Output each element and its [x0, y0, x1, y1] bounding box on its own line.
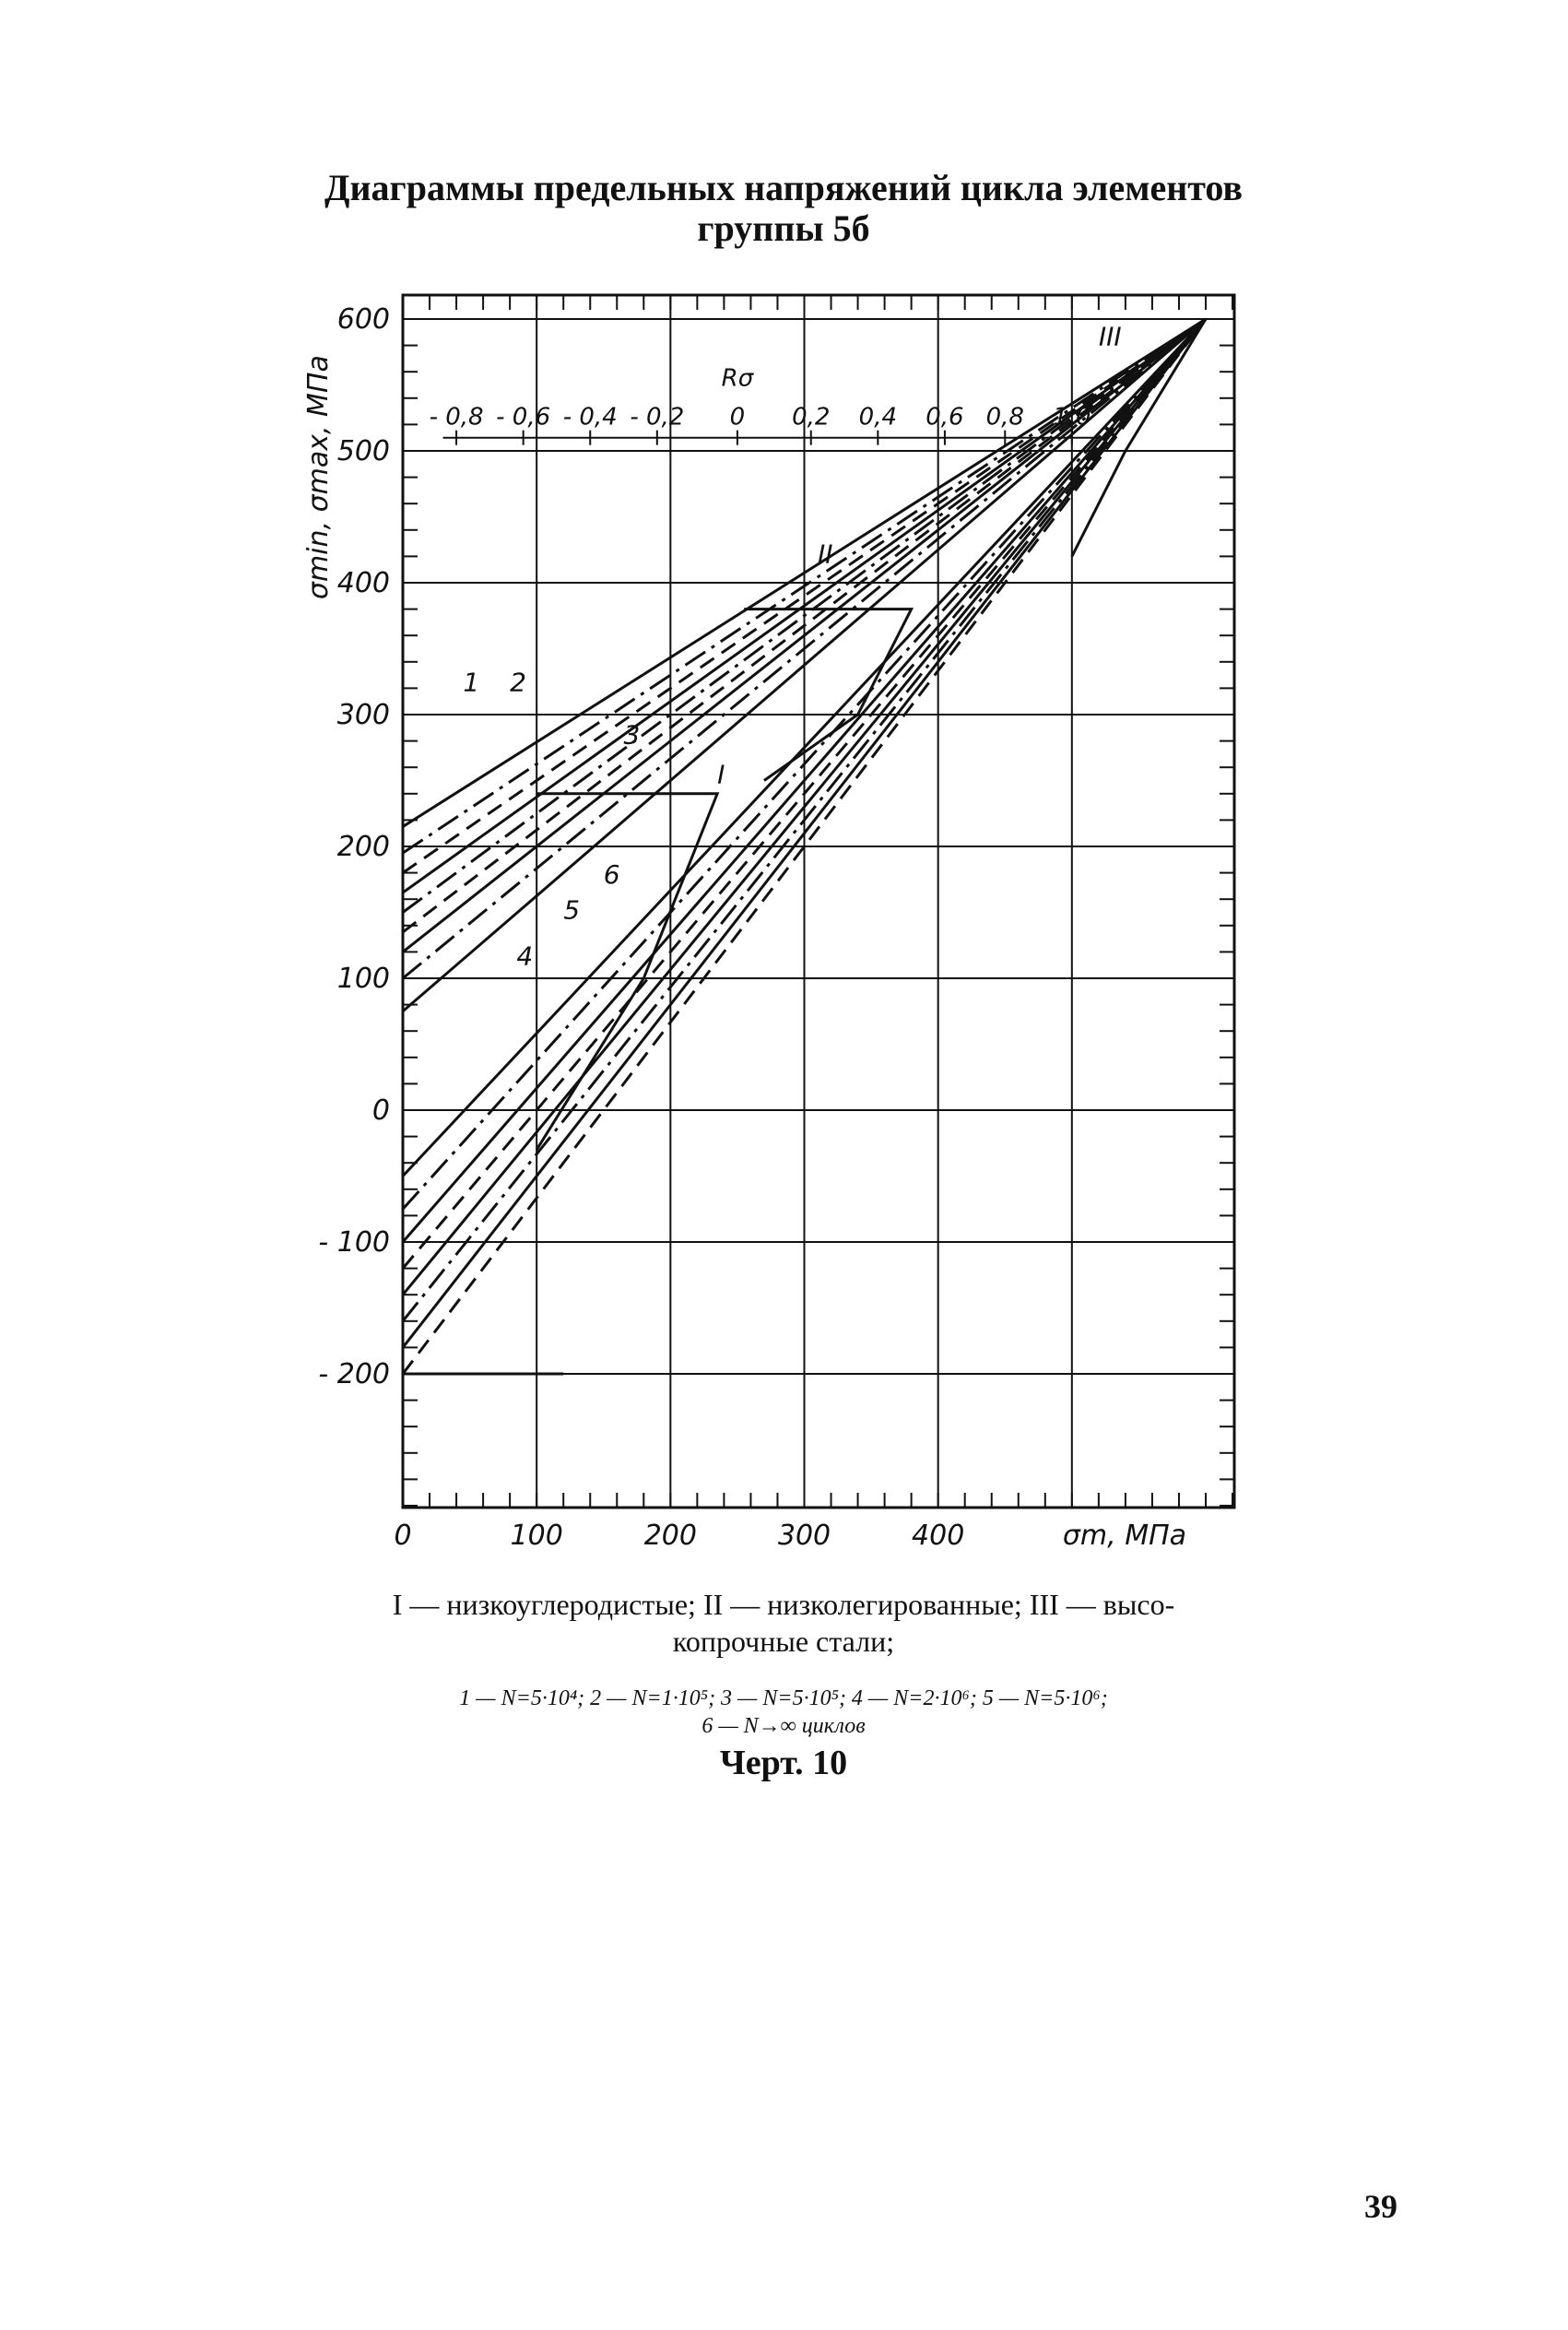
- curve-label: 3: [623, 719, 641, 751]
- page-title: Диаграммы предельных напряжений цикла элементов: [324, 167, 1243, 208]
- group-label: II: [818, 538, 833, 570]
- r-scale-tick-label: - 0,8: [429, 403, 484, 432]
- curve-label: 2: [510, 667, 526, 698]
- y-tick-label: 300: [336, 699, 390, 731]
- x-tick-label: 100: [510, 1520, 563, 1552]
- y-tick-label: 100: [336, 963, 390, 995]
- y-tick-label: 0: [371, 1094, 390, 1127]
- caption-curves-1: 1 — N=5·10⁴; 2 — N=1·10⁵; 3 — N=5·10⁵; 4 — N=2·10⁶; 5 — N=5·10⁶;: [459, 1686, 1108, 1710]
- curve-label: 6: [603, 859, 620, 891]
- page-number: 39: [1364, 2188, 1397, 2225]
- x-tick-label: 400: [912, 1520, 965, 1552]
- x-axis-label: σm, МПа: [1062, 1520, 1187, 1552]
- y-axis-label: σmin, σmax, МПа: [302, 355, 335, 600]
- r-scale-tick-label: 0,4: [858, 403, 898, 432]
- page-subtitle: группы 5б: [697, 207, 870, 249]
- caption-curves-2: 6 — N→∞ циклов: [701, 1714, 866, 1738]
- curve-label: 1: [463, 667, 480, 698]
- r-scale-tick-label: 0,8: [985, 403, 1024, 432]
- r-scale-tick-label: - 0,4: [562, 403, 618, 432]
- r-scale-label: Rσ: [721, 364, 754, 393]
- y-tick-label: 200: [336, 831, 390, 863]
- chart-grid: [403, 295, 1234, 1508]
- y-tick-label: 400: [336, 567, 390, 599]
- plot-frame: [403, 295, 1234, 1508]
- curve-label: 5: [563, 894, 581, 926]
- y-tick-label: 600: [336, 303, 390, 336]
- y-tick-label: 500: [336, 435, 390, 467]
- curve-label: 4: [516, 940, 534, 972]
- y-tick-label: - 200: [318, 1358, 390, 1390]
- x-tick-label: 200: [643, 1520, 697, 1552]
- r-scale-tick-label: 1,0: [1053, 403, 1091, 432]
- group-label: I: [717, 759, 725, 790]
- r-scale-tick-label: - 0,2: [630, 403, 685, 432]
- r-scale-tick-label: 0,2: [792, 403, 831, 432]
- y-tick-label: - 100: [318, 1226, 390, 1259]
- r-scale-tick-label: 0,6: [925, 403, 964, 432]
- figure-label: Черт. 10: [719, 1744, 848, 1782]
- caption-groups-1: I — низкоуглеродистые; II — низколегированные; III — высо-: [392, 1588, 1175, 1621]
- group-label: III: [1098, 321, 1122, 352]
- caption-groups-2: копрочные стали;: [672, 1625, 895, 1658]
- r-scale-tick-label: - 0,6: [496, 403, 551, 432]
- x-tick-label: 0: [394, 1520, 412, 1552]
- x-tick-label: 300: [777, 1520, 831, 1552]
- r-scale-tick-label: 0: [729, 403, 746, 432]
